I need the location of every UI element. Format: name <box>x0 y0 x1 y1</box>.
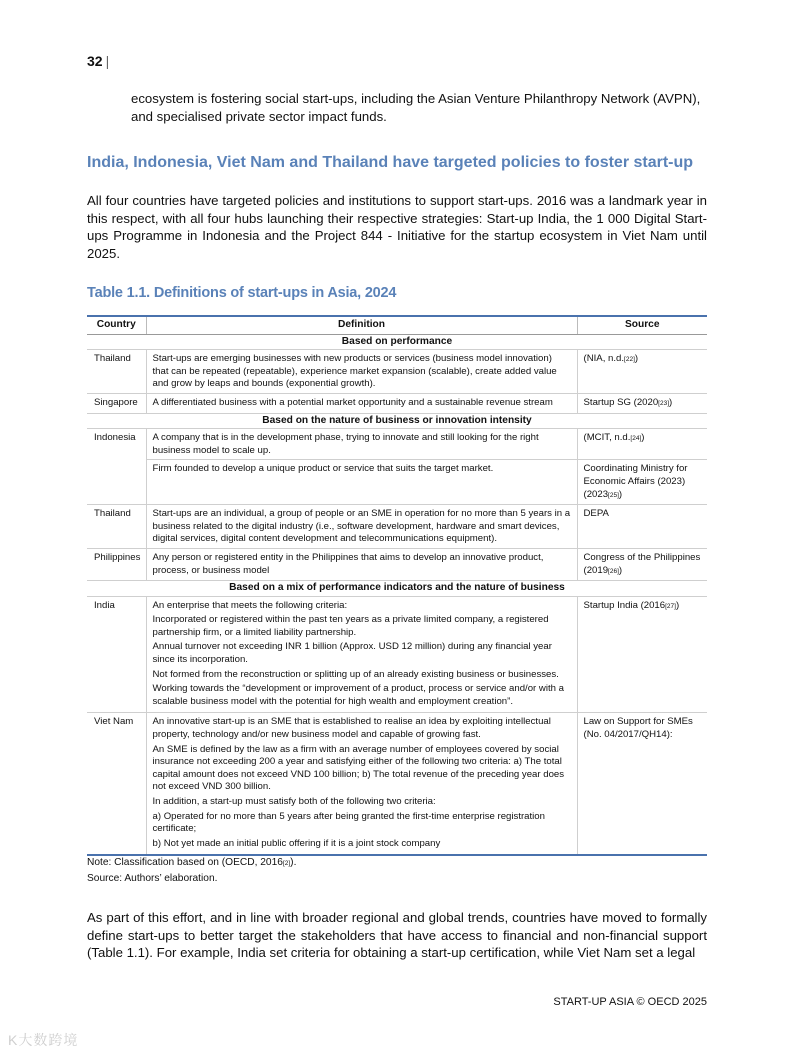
source-cell: (NIA, n.d.[22]) <box>577 350 707 394</box>
header-country: Country <box>87 316 146 334</box>
reference-marker: [23] <box>658 399 670 407</box>
table-note: Note: Classification based on (OECD, 2016[2]). <box>87 857 297 868</box>
table-row <box>87 713 707 855</box>
body-paragraph-1: All four countries have targeted policies and institutions to support start-ups. 2016 was a landmark year in this respect, with all four hubs launching their respective strategies: Start-up India, the 1 000 Digital Start-ups Programme in Indonesia and the Project 844 - Initiative for the startup ecosystem in Viet Nam until 2025. <box>87 193 707 261</box>
table-row <box>87 460 707 505</box>
group-label: Based on a mix of performance indicators and the nature of business <box>87 581 707 597</box>
definition-cell <box>146 713 577 855</box>
group-row-performance <box>87 334 707 350</box>
group-label: Based on performance <box>87 334 707 350</box>
reference-marker: [24] <box>630 435 642 443</box>
country-cell: India <box>87 596 146 713</box>
header-definition: Definition <box>146 316 577 334</box>
reference-marker: [2] <box>282 860 291 867</box>
country-cell: Indonesia <box>87 429 146 505</box>
table-source-line: Source: Authors’ elaboration. <box>87 873 218 884</box>
reference-marker: [22] <box>624 356 635 364</box>
header-source: Source <box>577 316 707 334</box>
table-row <box>87 350 707 394</box>
definition-line: a) Operated for no more than 5 years after being granted the first-time enterprise registration certificate; <box>152 810 545 835</box>
table-row <box>87 429 707 460</box>
source-cell: DEPA <box>577 505 707 549</box>
source-cell: (MCIT, n.d.[24]) <box>577 429 707 460</box>
reference-marker: [27] <box>665 602 676 610</box>
table-title: Table 1.1. Definitions of start-ups in Asia, 2024 <box>87 285 397 301</box>
page-footer: START-UP ASIA © OECD 2025 <box>553 996 707 1008</box>
definition-cell: A company that is in the development phase, trying to innovate and still looking for the right business model to scale up. <box>146 429 577 460</box>
table-row <box>87 596 707 713</box>
watermark: K大数跨境 <box>8 1032 79 1048</box>
group-row-mix <box>87 581 707 597</box>
definitions-table <box>87 315 707 856</box>
country-cell: Viet Nam <box>87 713 146 855</box>
source-cell: Coordinating Ministry for Economic Affairs (2023) (2023[25]) <box>577 460 707 505</box>
definition-line: An innovative start-up is an SME that is established to realise an idea by exploiting intellectual property, technology and/or new business model and capable of growing fast. <box>152 716 551 741</box>
intro-paragraph: ecosystem is fostering social start-ups, including the Asian Venture Philanthropy Network (AVPN), and specialised private sector impact funds. <box>131 91 701 124</box>
definition-line: Not formed from the reconstruction or splitting up of an already existing business or businesses. <box>152 668 559 680</box>
group-row-nature <box>87 413 707 429</box>
reference-marker: [26] <box>608 567 619 575</box>
body-paragraph-2: As part of this effort, and in line with broader regional and global trends, countries have moved to formally define start-ups to better target the stakeholders that have access to financial and non-financial support (Table 1.1). For example, India set criteria for obtaining a start-up certification, while Viet Nam set a legal <box>87 910 707 960</box>
definition-line: In addition, a start-up must satisfy both of the following two criteria: <box>152 796 436 807</box>
definition-cell: A differentiated business with a potential market opportunity and a sustainable revenue stream <box>146 393 577 413</box>
definition-line: An SME is defined by the law as a firm with an average number of employees covered by social insurance not exceeding 200 a year and satisfying either of the following two criteria: a) The total capital amount does not exceed VND 100 billion; b) The total revenue of the preceding year does not exceed VND 300 billion. <box>152 743 565 793</box>
source-cell: Startup India (2016[27]) <box>577 596 707 713</box>
country-cell: Philippines <box>87 548 146 580</box>
country-cell: Thailand <box>87 505 146 549</box>
table-notes <box>87 855 296 886</box>
definition-line: Annual turnover not exceeding INR 1 billion (Approx. USD 12 million) during any financial year since its incorporation. <box>152 641 552 666</box>
definition-line: Incorporated or registered within the past ten years as a private limited company, a registered partnership firm, or a limited liability partnership. <box>152 614 549 638</box>
table-row <box>87 505 707 549</box>
definition-line: b) Not yet made an initial public offering if it is a joint stock company <box>152 837 441 849</box>
definition-line: An enterprise that meets the following criteria: <box>152 599 348 611</box>
country-cell: Singapore <box>87 393 146 413</box>
reference-marker: [25] <box>608 491 619 499</box>
table-row <box>87 393 707 413</box>
section-heading: India, Indonesia, Viet Nam and Thailand have targeted policies to foster start-up <box>87 154 694 171</box>
definition-cell <box>146 596 577 713</box>
page-number-separator: | <box>105 53 110 69</box>
table-row <box>87 548 707 580</box>
definition-cell: Firm founded to develop a unique product or service that suits the target market. <box>146 460 577 505</box>
page-number: 32 | <box>87 53 110 69</box>
source-cell: Startup SG (2020[23]) <box>577 393 707 413</box>
country-cell: Thailand <box>87 350 146 394</box>
definition-cell: Any person or registered entity in the Philippines that aims to develop an innovative product, process, or business model <box>146 548 577 580</box>
source-cell: Congress of the Philippines (2019[26]) <box>577 548 707 580</box>
definition-cell: Start-ups are emerging businesses with new products or services (business model innovation) that can be repeated (repeatable), experience market expansion (scalable), create added value and grow by leaps and bounds (exponential growth). <box>146 350 577 394</box>
source-cell: Law on Support for SMEs (No. 04/2017/QH14): <box>577 713 707 855</box>
definition-line: Working towards the “development or improvement of a product, process or service and/or with a scalable business model with the potential for high wealth and employment creation”. <box>152 683 564 707</box>
table-header-row <box>87 316 707 334</box>
definition-cell: Start-ups are an individual, a group of people or an SME in operation for no more than 5 years in a business related to the digital industry (i.e., software development, hardware and smart devices, digital services, digital content development and telecommunications equipment). <box>146 505 577 549</box>
group-label: Based on the nature of business or innovation intensity <box>87 413 707 429</box>
